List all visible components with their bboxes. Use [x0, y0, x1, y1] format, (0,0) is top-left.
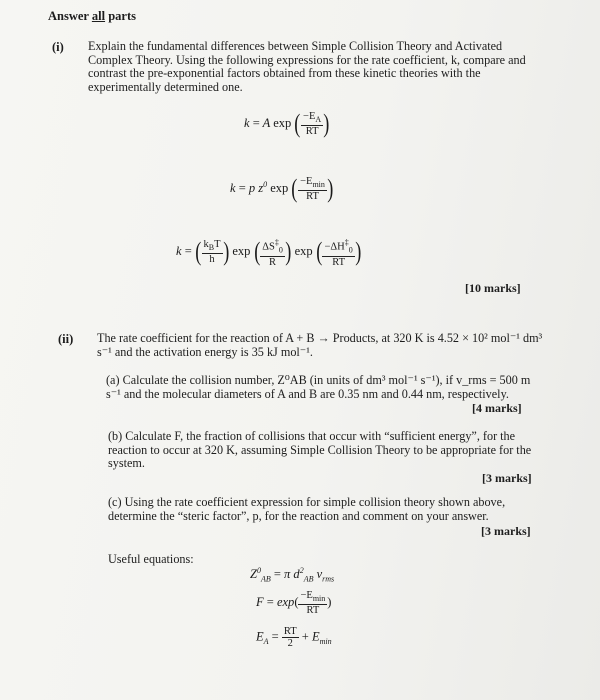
useful-eq-fraction: F = exp( $\frac{-E_{min}}{RT}$ ): [256, 590, 332, 617]
equation-activated-complex: k = ( $\frac{k_BT}{h}$ ) exp ( $\frac{\Delta S^\ddagger_0}{R}$ ) exp ( $\frac{-\Delta H^\ddagger_0}{RT}$ ): [176, 237, 362, 268]
q1-label: (i): [52, 40, 64, 54]
useful-eq-collision-number: $Z^0_{AB} = \pi$ $d^2_{AB}$ $v_{rms}$: [250, 566, 335, 584]
q2-part-a-marks: [4 marks]: [472, 401, 522, 415]
q2-intro: The rate coefficient for the reaction of A + B → Products, at 320 K is 4.52 × 10² mol⁻¹ dm³ s⁻¹ and the activation energy is 35 kJ mol⁻¹.: [97, 331, 543, 359]
heading: Answer all parts: [48, 9, 136, 23]
equation-collision-theory: k = p $z^0$ exp ( $\frac{-E_{min}}{RT}$ ): [230, 174, 334, 204]
q2-part-b: (b) Calculate F, the fraction of collisions that occur with “sufficient energy”, for the reaction to occur at 320 K, assuming Simple Collision Theory to be appropriate for the system.: [108, 429, 532, 471]
q1-text: Explain the fundamental differences between Simple Collision Theory and Activated Complex Theory. Using the following expressions for the rate coefficient, k, compare and contrast the pre-exponential factors obtained from these kinetic theories with the experimentally determined one.: [88, 39, 526, 94]
q2-part-c-marks: [3 marks]: [481, 524, 531, 538]
q1-marks: [10 marks]: [465, 281, 521, 295]
equation-arrhenius: k = A exp ( $\frac{-E_A}{RT}$ ): [244, 109, 330, 139]
q2-part-c: (c) Using the rate coefficient expression for simple collision theory shown above, determine the “steric factor”, p, for the reaction and comment on your answer.: [108, 495, 506, 523]
q2-part-b-marks: [3 marks]: [482, 471, 532, 485]
useful-equations-label: Useful equations:: [108, 552, 194, 566]
q2-label: (ii): [58, 332, 74, 346]
useful-eq-activation-energy: $E_A$ = $\frac{RT}{2}$ + $E_{min}$: [256, 626, 332, 649]
q2-part-a: (a) Calculate the collision number, Z⁰AB (in units of dm³ mol⁻¹ s⁻¹), if v_rms = 500 m s⁻¹ and the molecular diameters of A and B are 0.35 nm and 0.44 nm, respectively.: [106, 373, 531, 401]
